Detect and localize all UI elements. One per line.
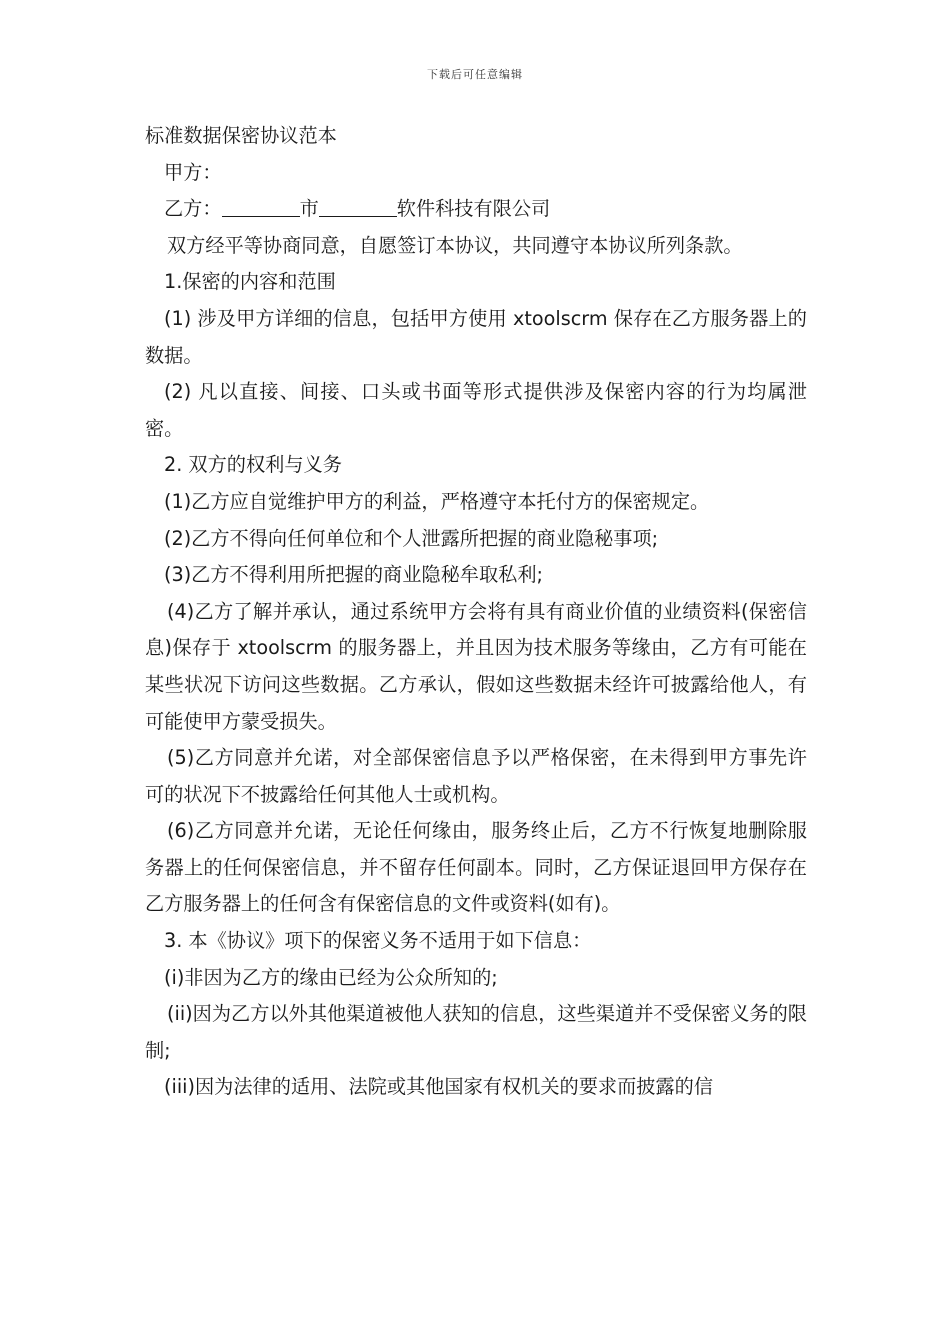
intro-paragraph: 双方经平等协商同意，自愿签订本协议，共同遵守本协议所列条款。 — [167, 233, 743, 257]
section-1-title: 1.保密的内容和范围 — [164, 270, 336, 294]
document-body — [145, 118, 807, 1106]
section-3-title: 3. 本《协议》项下的保密义务不适用于如下信息： — [164, 929, 592, 953]
blank-line-city — [222, 194, 300, 217]
party-b-company: 软件科技有限公司 — [396, 197, 551, 221]
section-1-item-1: (1) 涉及甲方详细的信息，包括甲方使用 xtoolscrm 保存在乙方服务器上的数据。 — [145, 306, 807, 367]
section-2-item-3: (3)乙方不得利用所把握的商业隐秘牟取私利; — [164, 563, 544, 587]
page-header-note: 下载后可任意编辑 — [427, 68, 523, 81]
section-2-item-1: (1)乙方应自觉维护甲方的利益，严格遵守本托付方的保密规定。 — [164, 489, 710, 513]
party-b-line — [145, 191, 807, 228]
document-title: 标准数据保密协议范本 — [145, 124, 337, 147]
party-b-prefix: 乙方： — [164, 197, 222, 221]
party-b-city: 市 — [299, 197, 319, 221]
section-3-item-3: (iii)因为法律的适用、法院或其他国家有权机关的要求而披露的信 — [164, 1075, 714, 1099]
section-2-item-4: (4)乙方了解并承认，通过系统甲方会将有具有商业价值的业绩资料(保密信息)保存于 xtoolscrm 的服务器上，并且因为技术服务等缘由，乙方有可能在某些状况下访问这些数据。乙方承认，假如这些数据未经许可披露给他人，有可能使甲方蒙受损失。 — [145, 599, 807, 733]
section-3-item-2: (ii)因为乙方以外其他渠道被他人获知的信息，这些渠道并不受保密义务的限制; — [145, 1002, 807, 1062]
section-2-item-6: (6)乙方同意并允诺，无论任何缘由，服务终止后，乙方不行恢复地删除服务器上的任何保密信息，并不留存任何副本。同时，乙方保证退回甲方保存在乙方服务器上的任何含有保密信息的文件或资料(如有)。 — [145, 819, 807, 916]
blank-line-company — [319, 194, 397, 217]
section-1-item-2: (2) 凡以直接、间接、口头或书面等形式提供涉及保密内容的行为均属泄密。 — [145, 380, 807, 440]
section-2-item-5: (5)乙方同意并允诺，对全部保密信息予以严格保密，在未得到甲方事先许可的状况下不披露给任何其他人士或机构。 — [145, 746, 807, 806]
party-a-line: 甲方： — [164, 160, 222, 184]
section-3-item-1: (i)非因为乙方的缘由已经为公众所知的; — [164, 965, 498, 989]
section-2-title: 2. 双方的权利与义务 — [164, 453, 342, 477]
section-2-item-2: (2)乙方不得向任何单位和个人泄露所把握的商业隐秘事项; — [164, 526, 659, 550]
